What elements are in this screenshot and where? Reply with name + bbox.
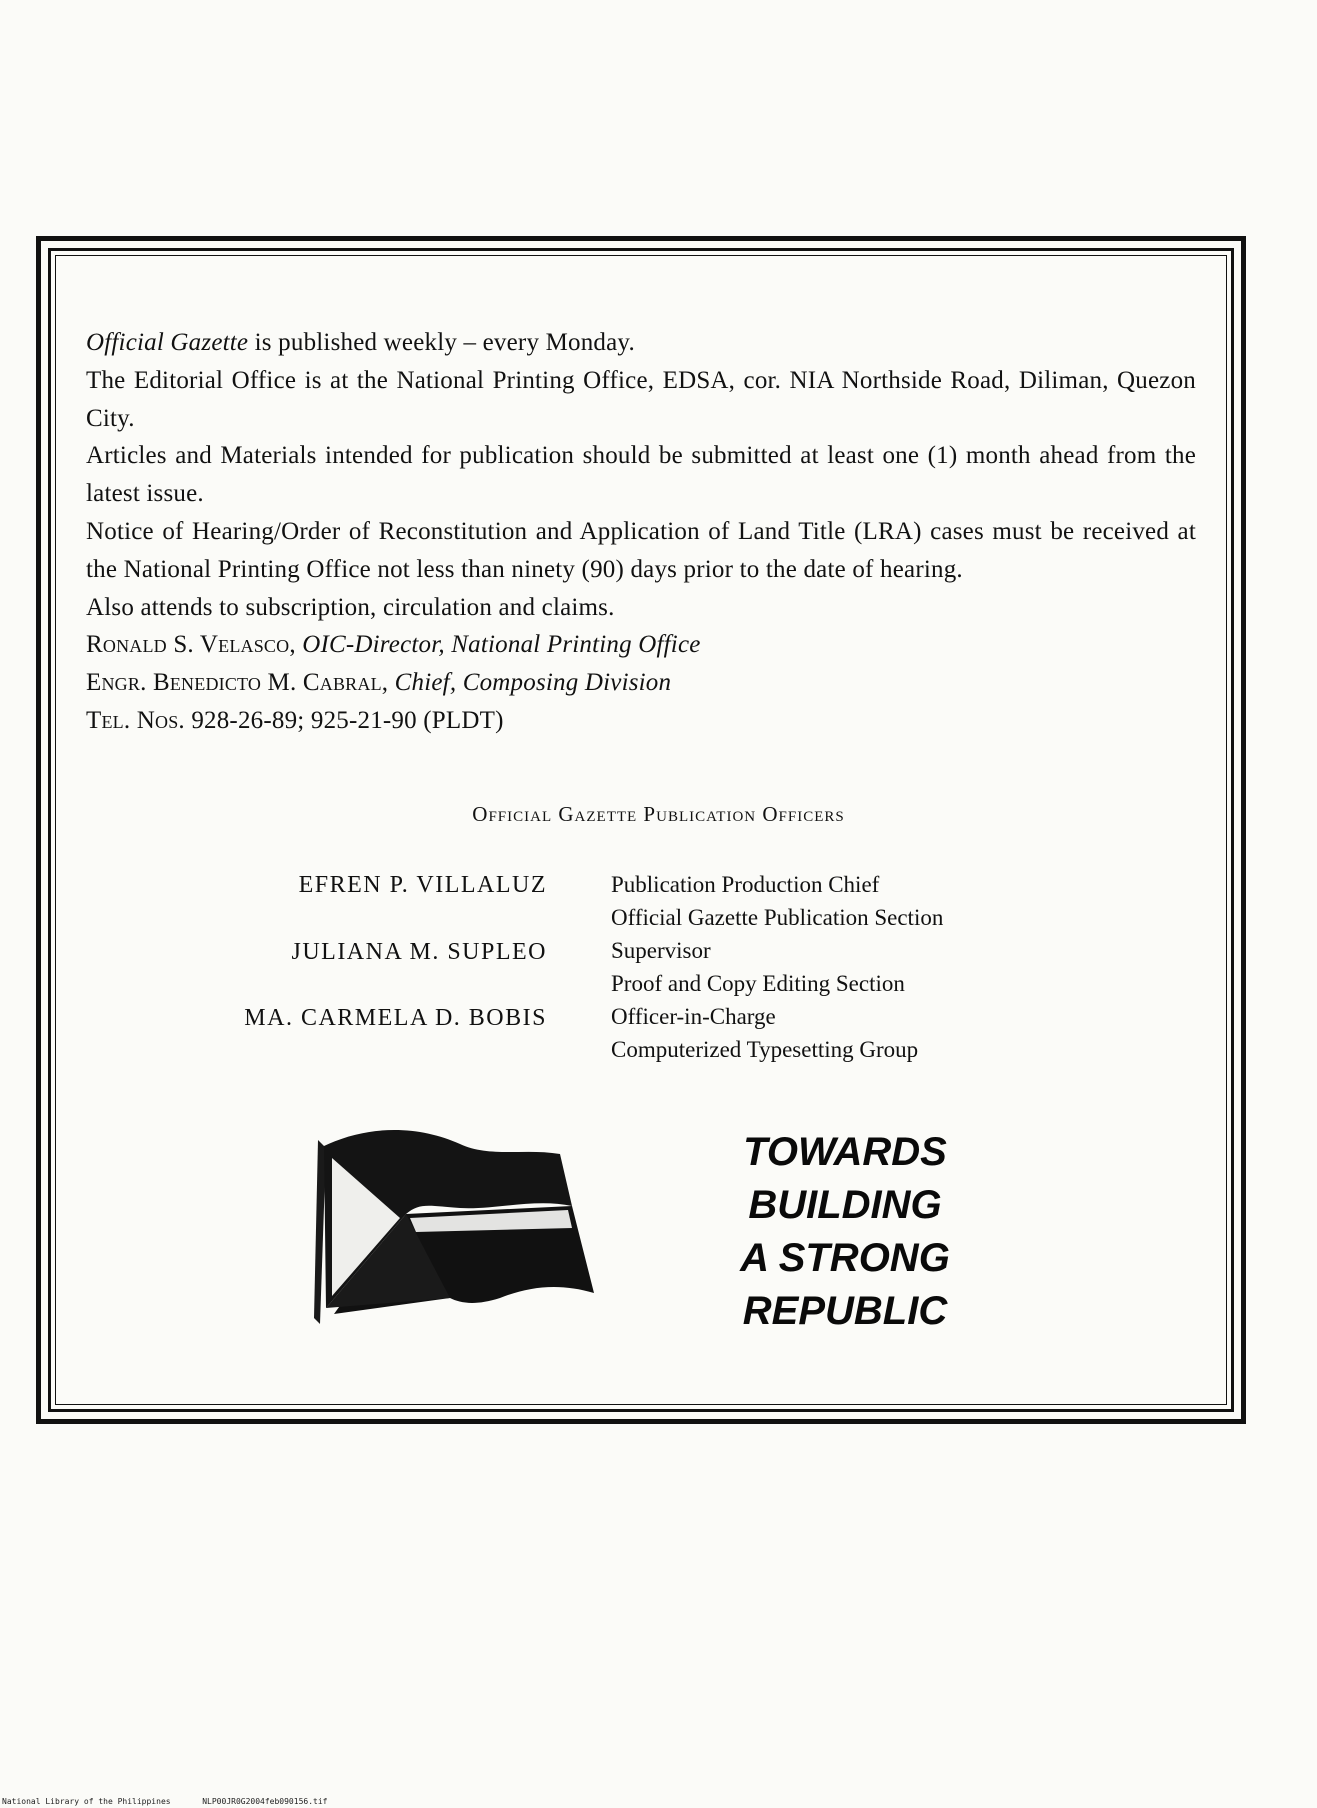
officers-heading: Official Gazette Publication Officers (472, 802, 845, 826)
notice-articles: Articles and Materials intended for publication should be submitted at least one (1) month ahead from the latest issue. (86, 442, 1196, 508)
notice-weekly-text: is published weekly – every Monday. (248, 329, 635, 356)
notice-weekly (86, 324, 1196, 362)
chief-name: Engr. Benedicto M. Cabral, (86, 669, 389, 697)
notice-hearing: Notice of Hearing/Order of Reconstitution and Application of Land Title (LRA) cases must be received at the National Printing Office not less than ninety (90) days prior to the date of hearing. (86, 517, 1196, 583)
officer-position: Officer-in-Charge (611, 1004, 776, 1029)
telephone-numbers: Tel. Nos. 928-26-89; 925-21-90 (PLDT) (86, 706, 504, 734)
officer-role-villaluz (611, 868, 943, 934)
scan-filename: NLP00JR0G2004feb090156.tif (202, 1797, 328, 1806)
officer-unit: Proof and Copy Editing Section (611, 971, 905, 996)
officer-role-bobis (611, 1000, 918, 1066)
director-title: OIC-Director, National Printing Office (295, 631, 701, 659)
officer-unit: Computerized Typesetting Group (611, 1037, 919, 1062)
gazette-title: Official Gazette (86, 329, 249, 356)
library-name: National Library of the Philippines (2, 1797, 171, 1806)
officer-role-supleo (611, 934, 905, 1000)
slogan-line-3: A STRONG (740, 1236, 950, 1280)
director-name: Ronald S. Velasco, (86, 631, 296, 659)
slogan-line-4: REPUBLIC (742, 1289, 948, 1333)
officer-name-bobis: MA. CARMELA D. BOBIS (244, 1005, 547, 1031)
philippine-flag-icon (310, 1118, 615, 1328)
slogan-line-2: BUILDING (748, 1183, 942, 1227)
scan-footer (2, 1797, 327, 1806)
officer-unit: Official Gazette Publication Section (611, 905, 944, 930)
notice-editorial-office: The Editorial Office is at the National Printing Office, EDSA, cor. NIA Northside Road, Diliman, Quezon City. (86, 366, 1196, 432)
officer-name-supleo: JULIANA M. SUPLEO (291, 939, 547, 965)
officer-position: Supervisor (611, 938, 711, 963)
chief-title: Chief, Composing Division (388, 669, 672, 697)
officer-position: Publication Production Chief (611, 872, 880, 897)
director-line (86, 626, 1196, 664)
slogan (700, 1126, 990, 1338)
officer-name-villaluz: EFREN P. VILLALUZ (298, 872, 547, 898)
publication-notice (86, 324, 1196, 740)
notice-subscription: Also attends to subscription, circulation and claims. (86, 593, 615, 621)
slogan-line-1: TOWARDS (743, 1130, 947, 1174)
chief-line (86, 664, 1196, 702)
